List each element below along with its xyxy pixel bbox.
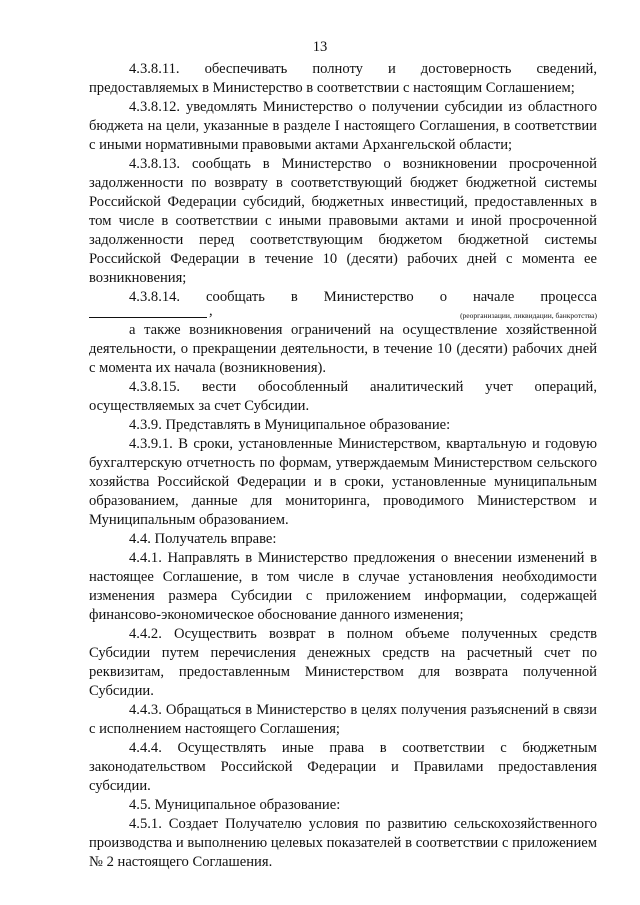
clause-4-3-8-15: 4.3.8.15. вести обособленный аналитический учет операций, осуществляемых за счет Субсидии.: [89, 379, 597, 414]
clause-4-4-4: 4.4.4. Осуществлять иные права в соответствии с бюджетным законодательством Российской Федерации и Правилами предоставления субсидии.: [89, 740, 597, 794]
clause-4-3-8-12: 4.3.8.12. уведомлять Министерство о получении субсидии из областного бюджета на цели, указанные в разделе I настоящего Соглашения, в соответствии с иными нормативными правовыми актами Архангельской области;: [89, 99, 597, 153]
clause-4-3-9: 4.3.9. Представлять в Муниципальное образование:: [129, 417, 451, 433]
clause-4-4-3: 4.4.3. Обращаться в Министерство в целях получения разъяснений в связи с исполнением настоящего Соглашения;: [89, 702, 597, 737]
clause-4-5: 4.5. Муниципальное образование:: [129, 797, 341, 813]
document-body: [89, 60, 597, 872]
blank-comma: ,: [209, 303, 213, 319]
clause-4-4-2: 4.4.2. Осуществить возврат в полном объеме полученных средств Субсидии путем перечисления денежных средств на расчетный счет по реквизитам, предоставленным Министерством для возврата полученной Субсидии.: [89, 626, 597, 699]
fill-in-blank-line: [89, 303, 207, 318]
clause-4-5-1: 4.5.1. Создает Получателю условия по развитию сельскохозяйственного производства и выполнению целевых показателей в соответствии с приложением № 2 настоящего Соглашения.: [89, 816, 597, 870]
clause-4-3-8-14: 4.3.8.14. сообщать в Министерство о начале процесса: [129, 289, 597, 305]
clause-4-3-8-11: 4.3.8.11. обеспечивать полноту и достоверность сведений, предоставляемых в Министерство в соответствии с настоящим Соглашением;: [89, 61, 597, 96]
blank-footnote: (реорганизации, ликвидации, банкротства): [460, 311, 597, 320]
clause-4-3-8-13: 4.3.8.13. сообщать в Министерство о возникновении просроченной задолженности по возврату в соответствующий бюджет бюджетной системы Российской Федерации субсидий, бюджетных инвестиций, предоставленных в том числе в соответствии с иными правовыми актами и иной просроченной задолженности перед соответствующим бюджетом бюджетной системы Российской Федерации в течение 10 (десяти) рабочих дней с момента ее возникновения;: [89, 156, 597, 286]
clause-4-4-1: 4.4.1. Направлять в Министерство предложения о внесении изменений в настоящее Соглашение, в том числе в случае установления необходимости изменения размера Субсидии с приложением информации, содержащей финансово-экономическое обоснование данного изменения;: [89, 550, 597, 623]
clause-4-3-9-1: 4.3.9.1. В сроки, установленные Министерством, квартальную и годовую бухгалтерскую отчетность по формам, утверждаемым Министерством сельского хозяйства Российской Федерации и в сроки, установленные муниципальным образованием, данные для мониторинга, проводимого Министерством и Муниципальным образованием.: [89, 436, 597, 528]
page-number: 13: [312, 39, 328, 55]
fill-in-blank-row: [89, 303, 597, 321]
clause-4-3-8-14-continuation: а также возникновения ограничений на осуществление хозяйственной деятельности, о прекращении деятельности, в течение 10 (десяти) рабочих дней с момента их начала (возникновения).: [89, 322, 597, 376]
clause-4-4: 4.4. Получатель вправе:: [129, 531, 277, 547]
